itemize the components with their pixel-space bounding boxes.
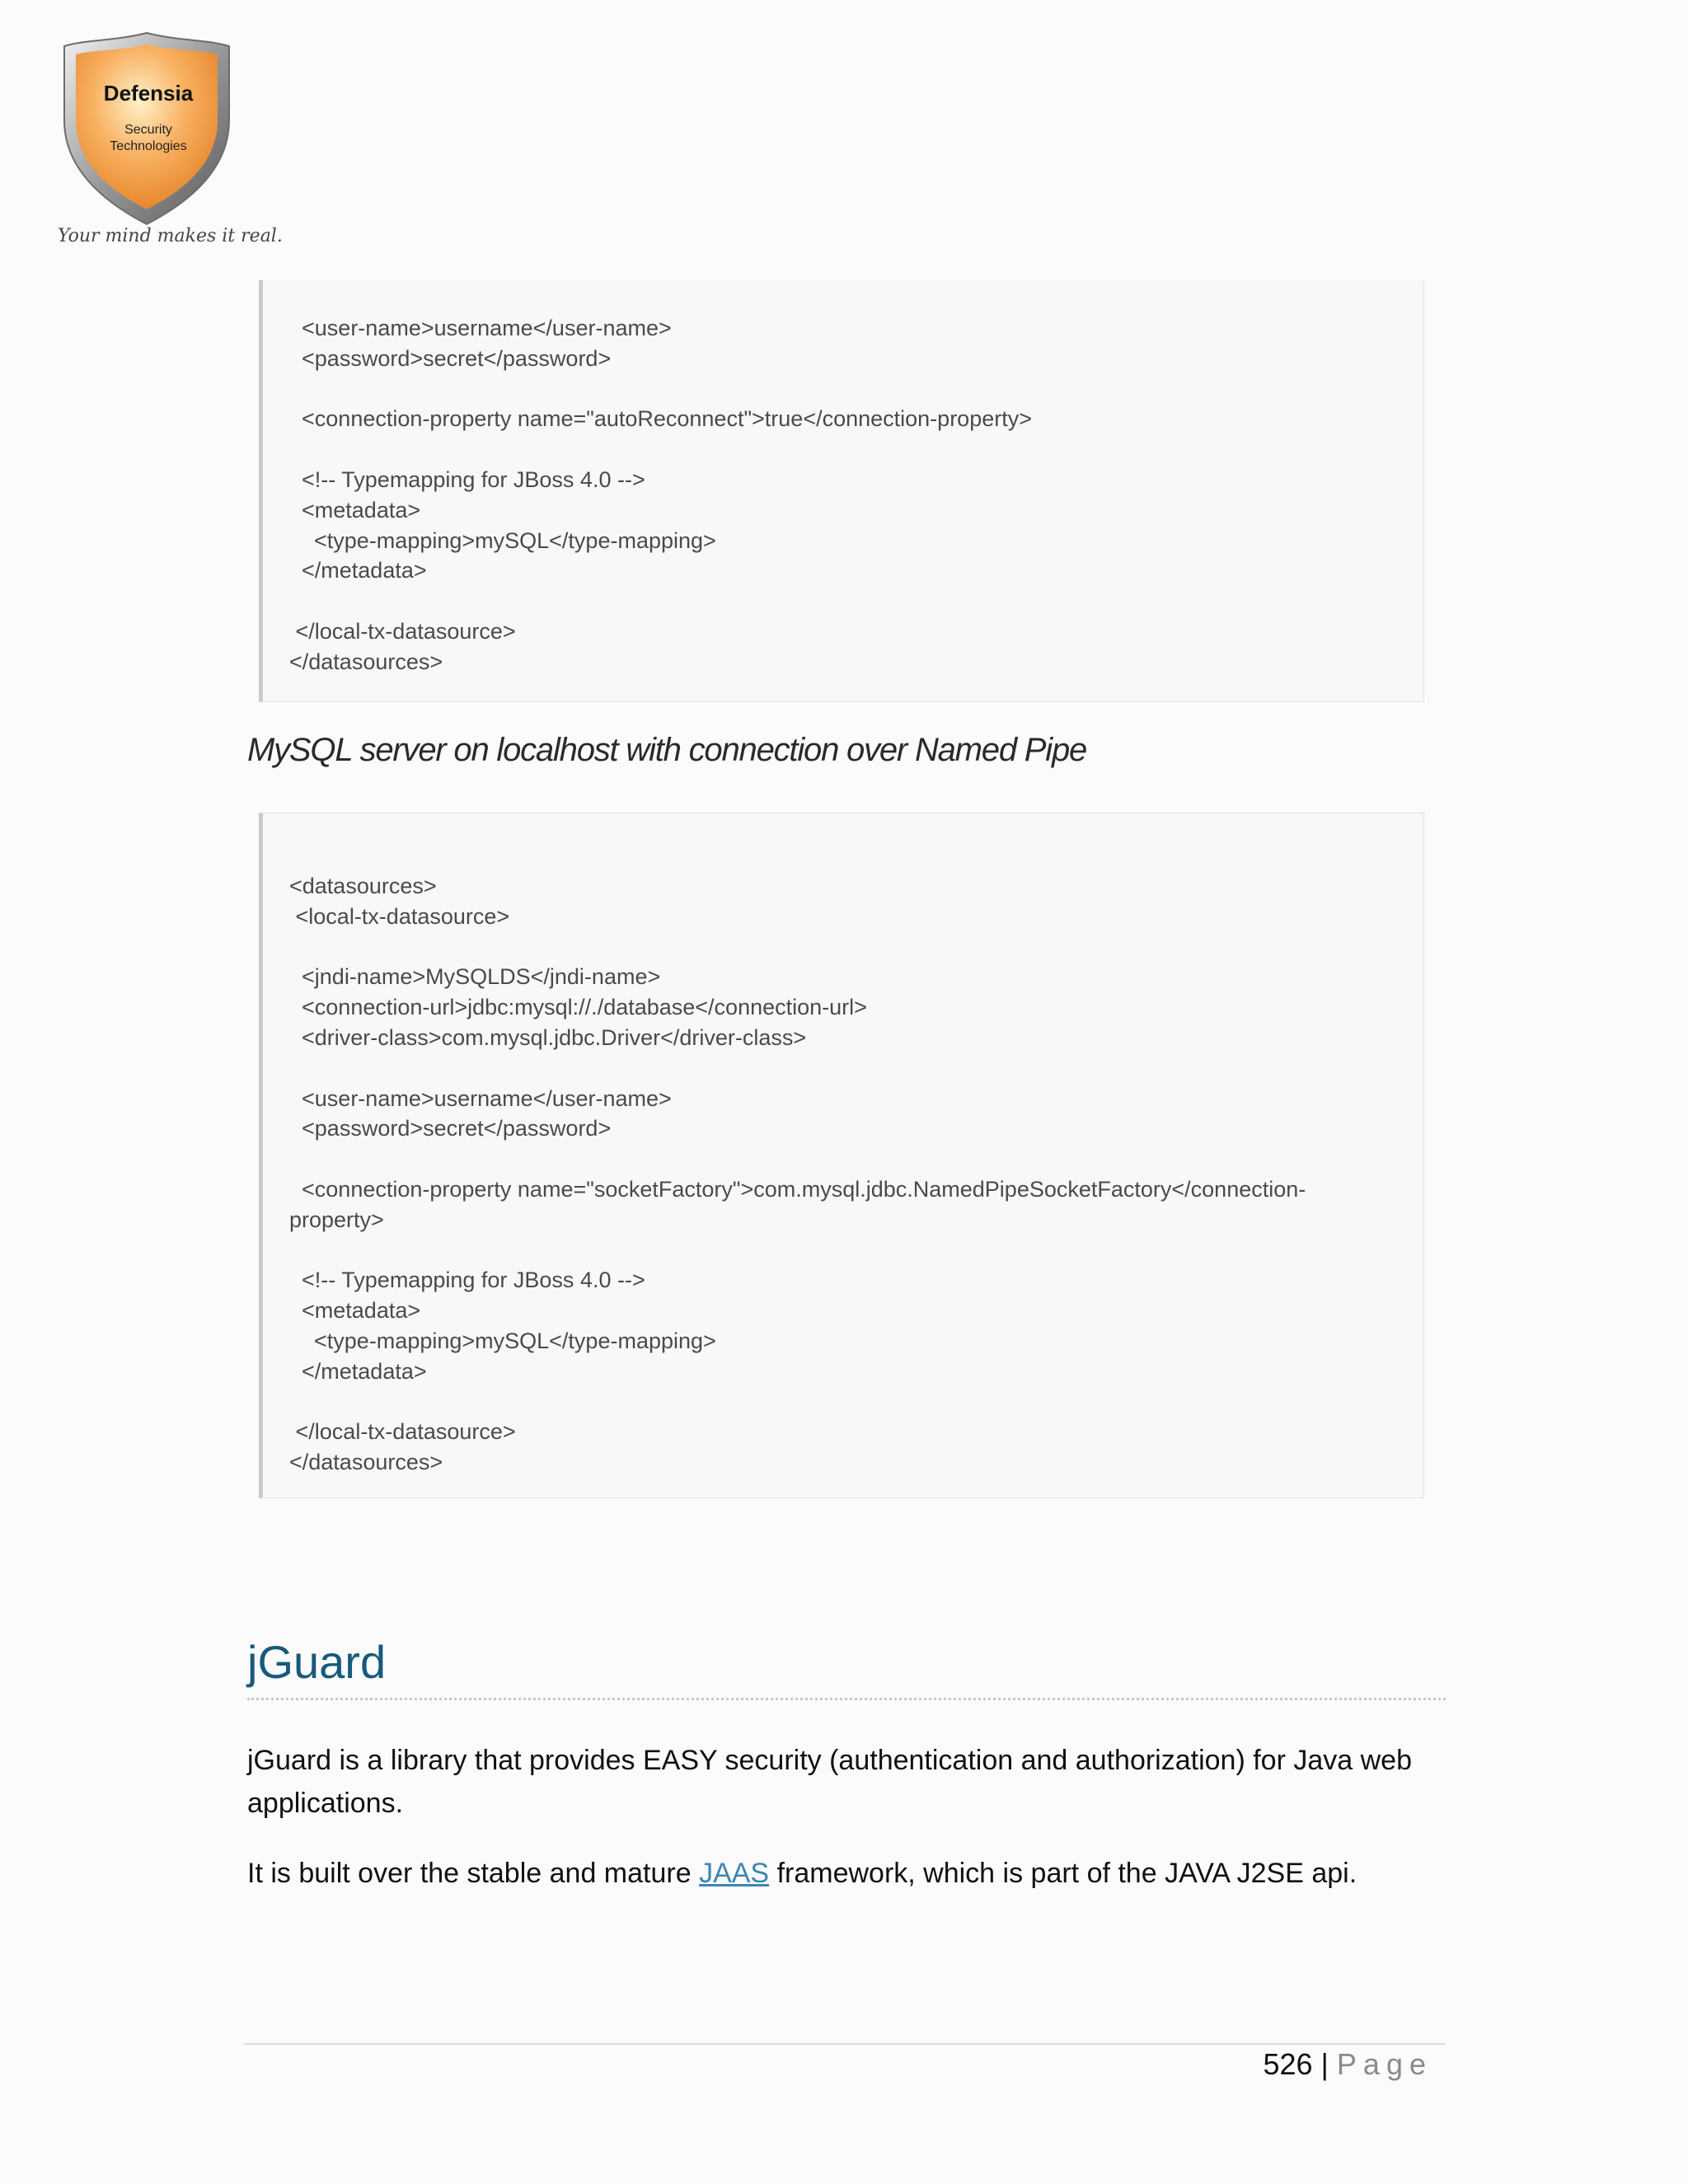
page-number-footer: [1263, 2047, 1432, 2082]
code-block-top: [259, 280, 1424, 702]
paragraph-intro: jGuard is a library that provides EASY security (authentication and authorization) for Java web applications.: [247, 1745, 1412, 1819]
subheading-named-pipe: MySQL server on localhost with connection over Named Pipe: [247, 732, 1087, 768]
jaas-link[interactable]: JAAS: [699, 1858, 770, 1889]
title-divider: [247, 1698, 1446, 1700]
logo-subtitle-line2: Technologies: [110, 139, 187, 153]
page-separator: |: [1320, 2047, 1329, 2081]
code-block-top-text: <user-name>username</user-name> <password>secret</password> <connection-property name="autoReconnect">true</connection-property> <!-- Typemapping for JBoss 4.0 --> <metadata> <type-mapping>mySQL</type-mapping> </metadata> </local-tx-datasource> </datasources>: [289, 316, 1032, 674]
logo-name: Defensia: [103, 81, 194, 105]
paragraph-jaas: [247, 1852, 1442, 1895]
footer-divider: [244, 2043, 1446, 2045]
logo-tagline: Your mind makes it real.: [58, 226, 283, 246]
logo-subtitle-line1: Security: [124, 123, 172, 137]
page-label: Page: [1336, 2047, 1432, 2081]
section-title-jguard: jGuard: [247, 1636, 387, 1688]
company-logo: [56, 30, 283, 257]
code-block-named-pipe: [259, 813, 1424, 1498]
paragraph-jaas-before: It is built over the stable and mature: [247, 1858, 700, 1889]
page-number: 526: [1263, 2047, 1313, 2081]
paragraph-jaas-after: framework, which is part of the JAVA J2SE api.: [769, 1858, 1357, 1889]
shield-icon: [56, 30, 237, 227]
code-block-named-pipe-text: <datasources> <local-tx-datasource> <jndi-name>MySQLDS</jndi-name> <connection-url>jdbc:mysql://./database</connection-url> <driver-class>com.mysql.jdbc.Driver</driver-class> <user-name>username</user-name> <password>secret</password> <connection-property name="socketFactory">com.mysql.jdbc.NamedPipeSocketFactory</connection- property> <!-- Typemapping for JBoss 4.0 --> <metadata> <type-mapping>mySQL</type-mapping> </metadata> </local-tx-datasource> </datasources>: [289, 874, 1306, 1475]
